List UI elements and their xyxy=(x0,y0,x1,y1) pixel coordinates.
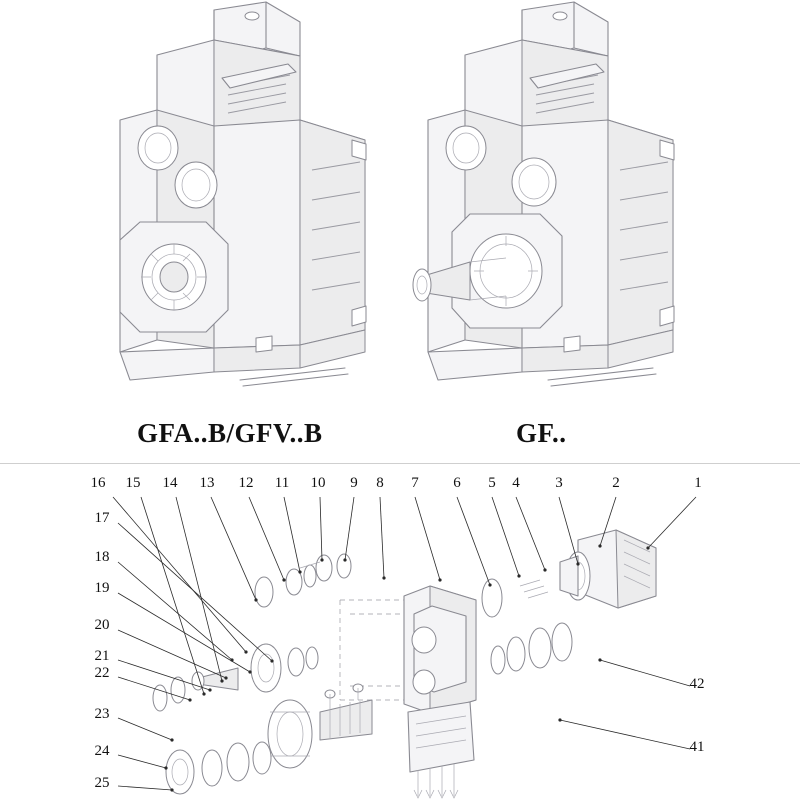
callout-number-6: 6 xyxy=(453,475,461,491)
leader-dot-8 xyxy=(382,576,385,579)
callout-number-7: 7 xyxy=(411,475,419,491)
leader-line-12 xyxy=(249,497,284,580)
leader-dot-25 xyxy=(170,788,173,791)
leader-line-1 xyxy=(648,497,696,548)
leader-dot-4 xyxy=(543,568,546,571)
callout-number-12: 12 xyxy=(238,475,254,491)
leader-line-4 xyxy=(516,497,545,570)
callout-number-22: 22 xyxy=(94,665,110,681)
leader-dot-42 xyxy=(598,658,601,661)
leader-dot-21 xyxy=(208,688,211,691)
leader-line-5 xyxy=(492,497,519,576)
callout-number-5: 5 xyxy=(488,475,496,491)
leader-dot-3 xyxy=(576,562,579,565)
gearbox-gf-drawing xyxy=(413,2,674,386)
leader-line-3 xyxy=(559,497,578,564)
leader-dot-13 xyxy=(254,598,257,601)
callout-number-10: 10 xyxy=(310,475,326,491)
leader-dot-9 xyxy=(343,558,346,561)
leader-dot-14 xyxy=(220,679,223,682)
leader-dot-7 xyxy=(438,578,441,581)
callout-number-1: 1 xyxy=(694,475,702,491)
exploded-view-drawing xyxy=(153,530,656,798)
leader-line-18 xyxy=(118,562,232,660)
callout-number-17: 17 xyxy=(94,510,110,526)
callout-number-21: 21 xyxy=(94,648,110,664)
leader-dot-41 xyxy=(558,718,561,721)
leader-line-9 xyxy=(345,497,354,560)
callout-number-18: 18 xyxy=(94,549,110,565)
leader-dot-10 xyxy=(320,558,323,561)
leader-line-25 xyxy=(118,786,172,790)
leader-line-24 xyxy=(118,755,166,768)
leader-dot-23 xyxy=(170,738,173,741)
callout-number-42: 42 xyxy=(689,676,705,692)
leader-line-10 xyxy=(320,497,322,560)
callout-number-9: 9 xyxy=(350,475,358,491)
leader-dot-22 xyxy=(188,698,191,701)
leader-line-41 xyxy=(560,720,690,749)
callout-number-4: 4 xyxy=(512,475,520,491)
leader-line-6 xyxy=(457,497,490,585)
leader-dot-19 xyxy=(248,670,251,673)
leader-dot-20 xyxy=(224,676,227,679)
callout-number-19: 19 xyxy=(94,580,110,596)
leader-dot-16 xyxy=(244,650,247,653)
callout-number-8: 8 xyxy=(376,475,384,491)
leader-line-19 xyxy=(118,593,250,672)
callout-number-13: 13 xyxy=(199,475,215,491)
leader-line-7 xyxy=(415,497,440,580)
callout-number-24: 24 xyxy=(94,743,110,759)
callout-number-3: 3 xyxy=(555,475,563,491)
callout-number-20: 20 xyxy=(94,617,110,633)
section-divider xyxy=(0,463,800,464)
callout-number-11: 11 xyxy=(274,475,290,491)
leader-dot-1 xyxy=(646,546,649,549)
leader-dot-5 xyxy=(517,574,520,577)
leader-line-14 xyxy=(176,497,222,681)
gearbox-gfab-gfvb-drawing xyxy=(120,2,366,386)
callout-number-14: 14 xyxy=(162,475,178,491)
leader-dot-17 xyxy=(270,659,273,662)
callout-number-15: 15 xyxy=(125,475,141,491)
leader-dot-12 xyxy=(282,578,285,581)
leader-dot-15 xyxy=(202,692,205,695)
leader-dot-11 xyxy=(298,570,301,573)
leader-line-13 xyxy=(211,497,256,600)
callout-number-2: 2 xyxy=(612,475,620,491)
leader-line-11 xyxy=(284,497,300,572)
leader-dot-24 xyxy=(164,766,167,769)
leader-line-23 xyxy=(118,718,172,740)
caption-gfab-gfvb: GFA..B/GFV..B xyxy=(137,418,323,448)
callout-number-16: 16 xyxy=(90,475,106,491)
caption-gf: GF.. xyxy=(516,418,567,448)
callout-number-41: 41 xyxy=(689,739,705,755)
leader-line-20 xyxy=(118,630,226,678)
callout-number-25: 25 xyxy=(94,775,110,791)
callout-number-23: 23 xyxy=(94,706,110,722)
leader-line-42 xyxy=(600,660,690,686)
leader-dot-2 xyxy=(598,544,601,547)
leader-dot-6 xyxy=(488,583,491,586)
leader-line-8 xyxy=(380,497,384,578)
